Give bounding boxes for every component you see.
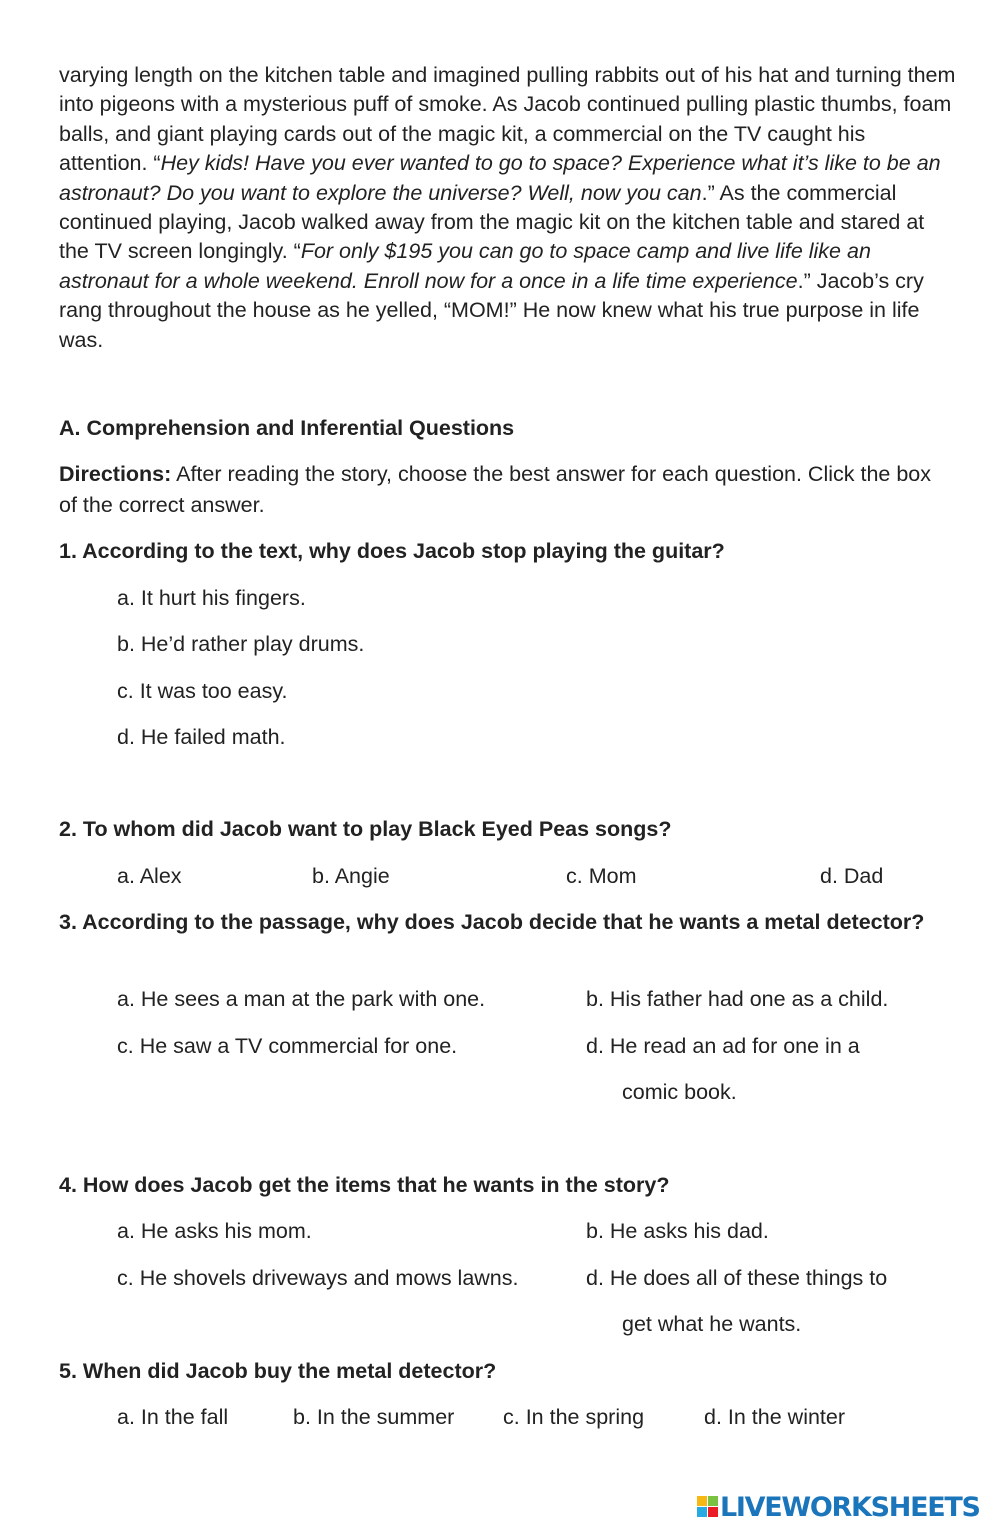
directions: [59, 459, 939, 520]
q1-option-a[interactable]: a. It hurt his fingers.: [117, 586, 306, 610]
q4-option-c[interactable]: c. He shovels driveways and mows lawns.: [117, 1266, 519, 1290]
q1-option-b[interactable]: b. He’d rather play drums.: [117, 632, 365, 656]
q3-option-d[interactable]: d. He read an ad for one in a: [586, 1034, 860, 1058]
q3-option-a[interactable]: a. He sees a man at the park with one.: [117, 987, 486, 1011]
q2-option-c[interactable]: c. Mom: [566, 864, 637, 888]
story-paragraph: [59, 61, 959, 355]
question-2: 2. To whom did Jacob want to play Black Eyed Peas songs?: [59, 817, 672, 841]
q3-option-d-continued[interactable]: comic book.: [622, 1080, 737, 1104]
story-text-3: .” Jacob’s cry rang throughout the house as he yelled, “MOM!” He now knew what his true purpose in life was.: [59, 268, 924, 352]
story-quote-1: Hey kids! Have you ever wanted to go to space? Experience what it’s like to be an astronaut? Do you want to explore the universe? Well, now you can: [59, 151, 941, 205]
story-text-2: .” As the commercial continued playing, Jacob walked away from the magic kit on the kitchen table and stared at the TV screen longingly. “: [59, 180, 925, 264]
logo-text: LIVEWORKSHEETS: [720, 1491, 980, 1523]
q3-option-b[interactable]: b. His father had one as a child.: [586, 987, 889, 1011]
logo-squares-icon: [697, 1496, 719, 1518]
story-text-1: varying length on the kitchen table and imagined pulling rabbits out of his hat and turning them into pigeons with a mysterious puff of smoke. As Jacob continued pulling plastic thumbs, foam balls, and giant playing cards out of the magic kit, a commercial on the TV caught his attention. “: [59, 63, 956, 176]
q3-option-c[interactable]: c. He saw a TV commercial for one.: [117, 1034, 458, 1058]
q5-option-b[interactable]: b. In the summer: [293, 1405, 455, 1429]
question-1: 1. According to the text, why does Jacob stop playing the guitar?: [59, 539, 725, 563]
q2-option-b[interactable]: b. Angie: [312, 864, 390, 888]
liveworksheets-logo: [697, 1491, 980, 1523]
q1-option-d[interactable]: d. He failed math.: [117, 725, 286, 749]
directions-label: Directions:: [59, 462, 172, 486]
q4-option-a[interactable]: a. He asks his mom.: [117, 1219, 312, 1243]
question-5: 5. When did Jacob buy the metal detector?: [59, 1359, 497, 1383]
q1-option-c[interactable]: c. It was too easy.: [117, 679, 288, 703]
q5-option-d[interactable]: d. In the winter: [704, 1405, 846, 1429]
q5-option-a[interactable]: a. In the fall: [117, 1405, 229, 1429]
question-3: 3. According to the passage, why does Jacob decide that he wants a metal detector?: [59, 910, 925, 934]
question-4: 4. How does Jacob get the items that he wants in the story?: [59, 1173, 670, 1197]
directions-text: After reading the story, choose the best answer for each question. Click the box of the correct answer.: [59, 462, 932, 517]
q2-option-d[interactable]: d. Dad: [820, 864, 884, 888]
q4-option-b[interactable]: b. He asks his dad.: [586, 1219, 769, 1243]
story-quote-2: For only $195 you can go to space camp and live life like an astronaut for a whole weekend. Enroll now for a once in a life time experience: [59, 239, 871, 293]
q4-option-d-continued[interactable]: get what he wants.: [622, 1312, 802, 1336]
story-passage: [59, 61, 959, 355]
q4-option-d[interactable]: d. He does all of these things to: [586, 1266, 888, 1290]
q2-option-a[interactable]: a. Alex: [117, 864, 182, 888]
section-heading: A. Comprehension and Inferential Questions: [59, 416, 515, 440]
q5-option-c[interactable]: c. In the spring: [503, 1405, 645, 1429]
